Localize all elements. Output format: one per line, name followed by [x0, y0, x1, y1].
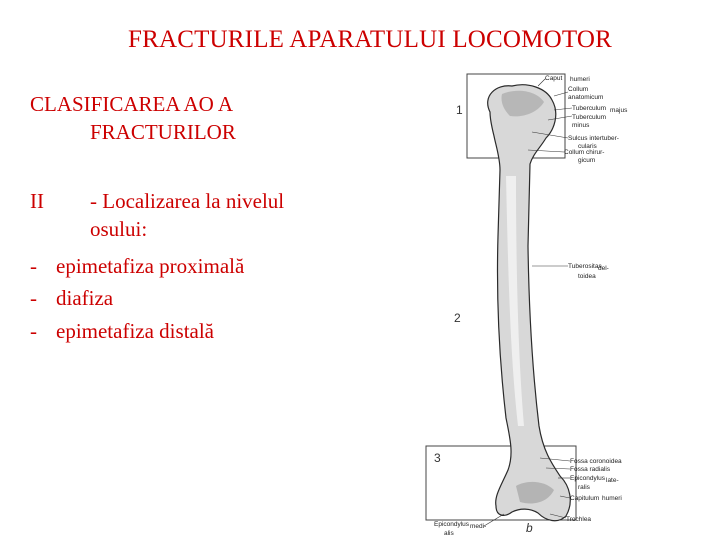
- label-collum-chirurgicum-1: Collum chirur-: [564, 149, 605, 156]
- label-collum-chirurgicum-2: gicum: [578, 157, 596, 164]
- section-text-line-2: osului:: [90, 217, 148, 241]
- bullet-diaphysis: diafiza: [56, 286, 114, 310]
- label-tuberculum-minus-1: Tuberculum: [572, 114, 607, 121]
- region-number-1: 1: [456, 103, 463, 117]
- section-text-line-1: - Localizarea la nivelul: [90, 189, 285, 213]
- label-tuberculum-majus-2: majus: [610, 107, 628, 114]
- label-epicondylus-lateralis-2: late-: [606, 477, 619, 484]
- label-sulcus-2: cularis: [578, 143, 597, 150]
- label-trochlea: Trochlea: [566, 516, 592, 523]
- region-number-2: 2: [454, 311, 461, 325]
- label-capitulum-1: Capitulum: [570, 495, 600, 502]
- label-epicondylus-lateralis-1: Epicondylus: [570, 475, 606, 482]
- label-epicondylus-medialis-3: alis: [444, 530, 454, 537]
- slide-title: FRACTURILE APARATULUI LOCOMOTOR: [127, 26, 613, 53]
- label-fossa-coronoidea: Fossa coronoidea: [570, 458, 622, 465]
- bullet-proximal: epimetafiza proximală: [56, 254, 245, 278]
- humerus-figure: [420, 66, 720, 540]
- bullet-marker: -: [30, 286, 37, 310]
- label-tuberositas-2: del-: [598, 265, 609, 272]
- label-tuberositas-3: toidea: [578, 273, 596, 280]
- label-collum-1: Collum: [568, 86, 589, 93]
- bullet-distal: epimetafiza distală: [56, 319, 215, 343]
- label-epicondylus-medialis-2: medi-: [470, 523, 487, 530]
- label-epicondylus-lateralis-3: ralis: [578, 484, 590, 491]
- region-number-3: 3: [434, 451, 441, 465]
- figure-letter: b: [526, 521, 533, 535]
- heading-line-2: FRACTURILOR: [90, 120, 236, 144]
- label-tuberculum-majus-1: Tuberculum: [572, 105, 607, 112]
- label-tuberculum-minus-2: minus: [572, 122, 590, 129]
- heading-line-1: CLASIFICAREA AO A: [30, 92, 234, 116]
- bullet-marker: -: [30, 319, 37, 343]
- label-fossa-radialis: Fossa radialis: [570, 466, 611, 473]
- humerus-illustration: [420, 66, 720, 540]
- label-humeri: humeri: [570, 76, 590, 83]
- label-collum-2: anatomicum: [568, 94, 604, 101]
- section-number: II: [30, 189, 44, 213]
- label-tuberositas-1: Tuberositas: [568, 263, 602, 270]
- label-caput: Caput: [545, 75, 563, 82]
- bullet-marker: -: [30, 254, 37, 278]
- label-sulcus-1: Sulcus intertuber-: [568, 135, 619, 142]
- label-capitulum-2: humeri: [602, 495, 622, 502]
- label-epicondylus-medialis-1: Epicondylus: [434, 521, 470, 528]
